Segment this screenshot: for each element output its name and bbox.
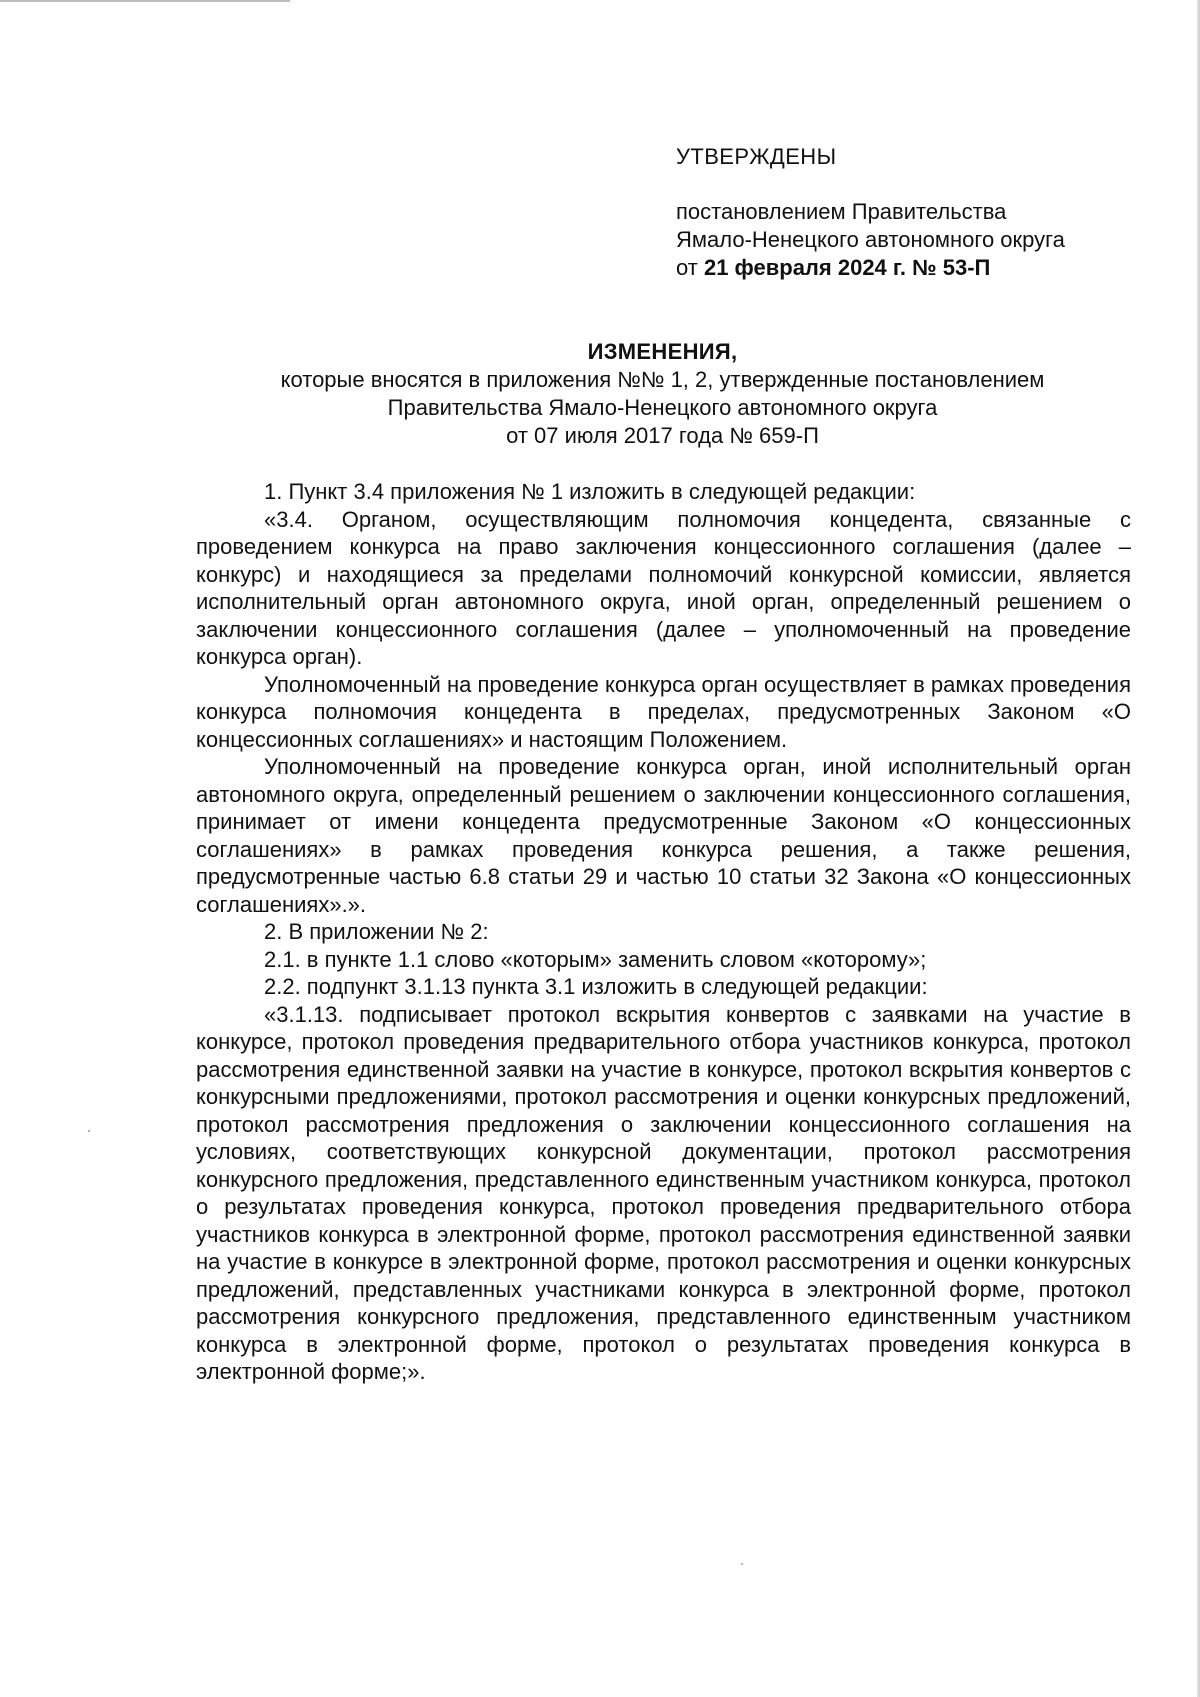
approval-line-1: постановлением Правительства <box>676 199 1007 224</box>
document-heading <box>150 338 1175 450</box>
heading-line-1: которые вносятся в приложения №№ 1, 2, утвержденные постановлением <box>280 367 1045 392</box>
document-title: ИЗМЕНЕНИЯ, <box>587 339 738 364</box>
heading-line-3: от 07 июля 2017 года № 659-П <box>506 423 819 448</box>
scan-speck <box>741 1563 743 1565</box>
paragraph-8: «3.1.13. подписывает протокол вскрытия конвертов с заявками на участие в конкурсе, протокол проведения предварительного отбора участников конкурса, протокол рассмотрения единственной заявки на участие в конкурсе, протокол вскрытия конвертов с конкурсными предложениями, протокол рассмотрения и оценки конкурсных предложений, протокол рассмотрения предложения о заключении концессионного соглашения на условиях, соответствующих конкурсной документации, протокол рассмотрения конкурсного предложения, представленного единственным участником конкурса, протокол о результатах проведения конкурса, протокол проведения предварительного отбора участников конкурса в электронной форме, протокол рассмотрения единственной заявки на участие в конкурсе в электронной форме, протокол рассмотрения и оценки конкурсных предложений, представленных участниками конкурса в электронной форме, протокол рассмотрения конкурсного предложения, представленного единственным участником конкурса в электронной форме, протокол о результатах проведения конкурса в электронной форме;». <box>196 1001 1131 1384</box>
approval-block <box>676 143 1156 282</box>
approval-title: УТВЕРЖДЕНЫ <box>676 144 837 169</box>
paragraph-2: «3.4. Органом, осуществляющим полномочия концедента, связанные с проведением конкурса на право заключения концессионного соглашения (далее – конкурс) и находящиеся за пределами полномочий конкурсной комиссии, является исполнительный орган автономного округа, иной орган, определенный решением о заключении концессионного соглашения (далее – уполномоченный на проведение конкурса орган). <box>196 506 1131 669</box>
scan-speck <box>88 1130 90 1132</box>
approval-date <box>676 254 1156 282</box>
paragraph-1: 1. Пункт 3.4 приложения № 1 изложить в следующей редакции: <box>264 479 916 504</box>
approval-date-prefix: от <box>676 255 698 280</box>
approval-line-2: Ямало-Ненецкого автономного округа <box>676 227 1065 252</box>
paragraph-5: 2. В приложении № 2: <box>264 919 489 944</box>
paragraph-7: 2.2. подпункт 3.1.13 пункта 3.1 изложить в следующей редакции: <box>264 974 928 999</box>
scan-edge-top <box>0 0 290 2</box>
heading-line-2: Правительства Ямало-Ненецкого автономного округа <box>387 395 938 420</box>
approval-date-value: 21 февраля 2024 г. № 53-П <box>703 255 991 280</box>
paragraph-6: 2.1. в пункте 1.1 слово «которым» заменить словом «которому»; <box>264 946 927 972</box>
paragraph-4: Уполномоченный на проведение конкурса орган, иной исполнительный орган автономного округа, определенный решением о заключении концессионного соглашения, принимает от имени концедента предусмотренные Законом «О концессионных соглашениях» в рамках проведения конкурса решения, а также решения, предусмотренные частью 6.8 статьи 29 и частью 10 статьи 32 Закона «О концессионных соглашениях».». <box>196 754 1131 917</box>
document-body <box>196 478 1131 1386</box>
paragraph-3: Уполномоченный на проведение конкурса орган осуществляет в рамках проведения конкурса полномочия концедента в пределах, предусмотренных Законом «О концессионных соглашениях» и настоящим Положением. <box>196 671 1131 752</box>
